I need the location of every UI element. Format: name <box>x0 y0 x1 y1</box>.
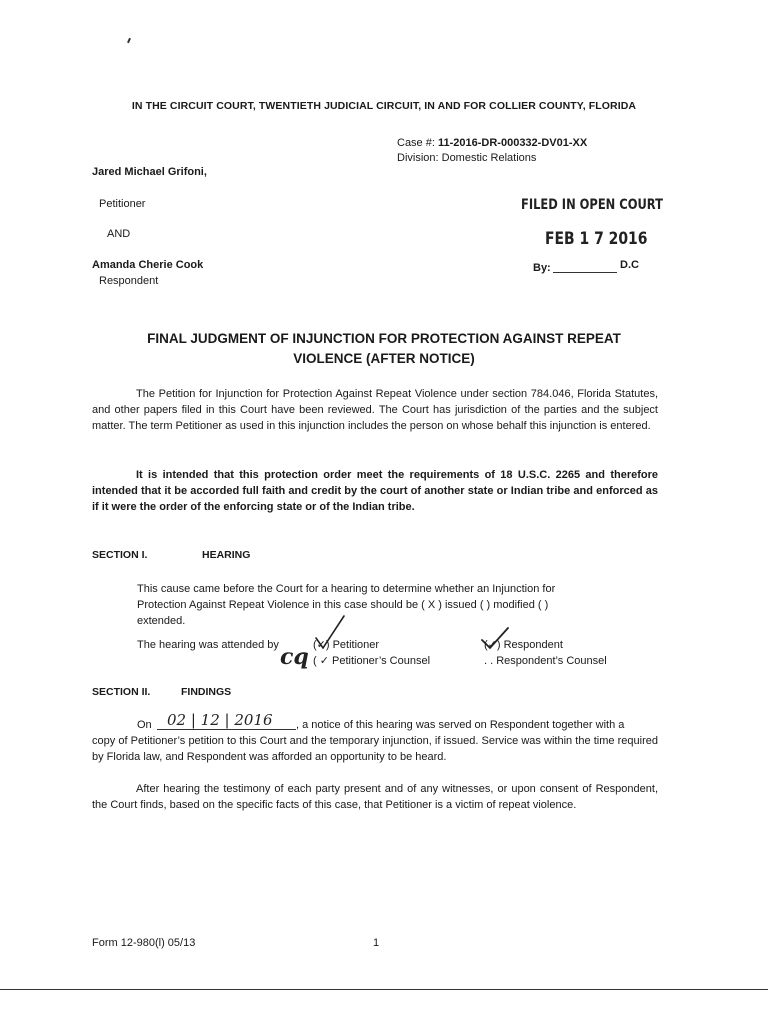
attended-respondent: (✓) Respondent <box>484 639 563 651</box>
section-1-text-1: This cause came before the Court for a hearing to determine whether an Injunction for <box>137 583 556 595</box>
stamp-dc: D.C <box>620 259 639 271</box>
scan-mark <box>127 38 131 43</box>
petitioner-name: Jared Michael Grifoni, <box>92 166 207 178</box>
stamp-signature-line <box>553 272 617 273</box>
findings-paragraph: After hearing the testimony of each party present and of any witnesses, or upon consent of Respondent, the Court finds, based on the specific facts of this case, that Petitioner is a victim of repeat violence. <box>92 783 658 811</box>
federal-paragraph: It is intended that this protection order meet the requirements of 18 U.S.C. 2265 and therefore intended that it be accorded full faith and credit by the court of another state or Indian tribe and enforced as if it were the order of the enforcing state or of the Indian tribe. <box>92 469 658 513</box>
handwritten-service-date: 02 | 12 | 2016 <box>167 711 273 729</box>
respondent-role: Respondent <box>99 275 159 287</box>
section-1-text-2: Protection Against Repeat Violence in this case should be ( X ) issued ( ) modified ( ) <box>137 599 549 611</box>
stamp-by-label: By: <box>533 262 551 274</box>
division: Division: Domestic Relations <box>397 152 537 164</box>
intro-paragraph: The Petition for Injunction for Protection Against Repeat Violence under section 784.046, Florida Statutes, and other papers filed in this Court have been reviewed. The Court has jurisdiction of the parties and the subject matter. The term Petitioner as used in this injunction includes the person on whose behalf this injunction is entered. <box>92 388 658 432</box>
attended-respondent-counsel: . . Respondent’s Counsel <box>484 655 607 667</box>
section-1-heading: HEARING <box>202 549 251 561</box>
petitioner-role: Petitioner <box>99 198 146 210</box>
case-number: 11-2016-DR-000332-DV01-XX <box>437 137 588 149</box>
section-1-text-3: extended. <box>137 615 186 627</box>
title-line-1: FINAL JUDGMENT OF INJUNCTION FOR PROTECTION AGAINST REPEAT <box>147 331 621 346</box>
check-mark-icon <box>310 612 350 652</box>
case-info <box>397 136 587 166</box>
title-line-2: VIOLENCE (AFTER NOTICE) <box>293 351 475 366</box>
on-label: On <box>137 719 152 731</box>
court-header: IN THE CIRCUIT COURT, TWENTIETH JUDICIAL CIRCUIT, IN AND FOR COLLIER COUNTY, FLORIDA <box>131 100 637 112</box>
page-number: 1 <box>373 937 380 949</box>
handwritten-initials: cq <box>280 644 309 670</box>
section-1-label: SECTION I. <box>92 549 148 561</box>
attended-by-label: The hearing was attended by <box>137 639 279 651</box>
document-title <box>0 329 768 369</box>
and-label: AND <box>107 228 131 240</box>
filed-stamp: FILED IN OPEN COURT <box>521 197 663 213</box>
form-number: Form 12-980(l) 05/13 <box>92 937 196 949</box>
respondent-name: Amanda Cherie Cook <box>92 259 204 271</box>
notice-rest: copy of Petitioner’s petition to this Court and the temporary injunction, if issued. Service was within the time required by Florida law, and Respondent was afforded an opportunity to be heard. <box>92 735 658 763</box>
attended-petitioner: (✓) Petitioner <box>313 639 380 651</box>
filed-date: FEB 1 7 2016 <box>545 229 648 249</box>
section-2-label: SECTION II. <box>92 686 151 698</box>
case-number-label: Case #: <box>397 137 435 149</box>
check-mark-icon <box>478 622 518 652</box>
date-underline <box>157 729 296 730</box>
attended-petitioner-counsel: ( ✓ Petitioner’s Counsel <box>313 655 431 667</box>
scan-edge <box>0 989 768 990</box>
notice-line-1: , a notice of this hearing was served on Respondent together with a <box>296 719 625 731</box>
section-2-heading: FINDINGS <box>181 686 232 698</box>
